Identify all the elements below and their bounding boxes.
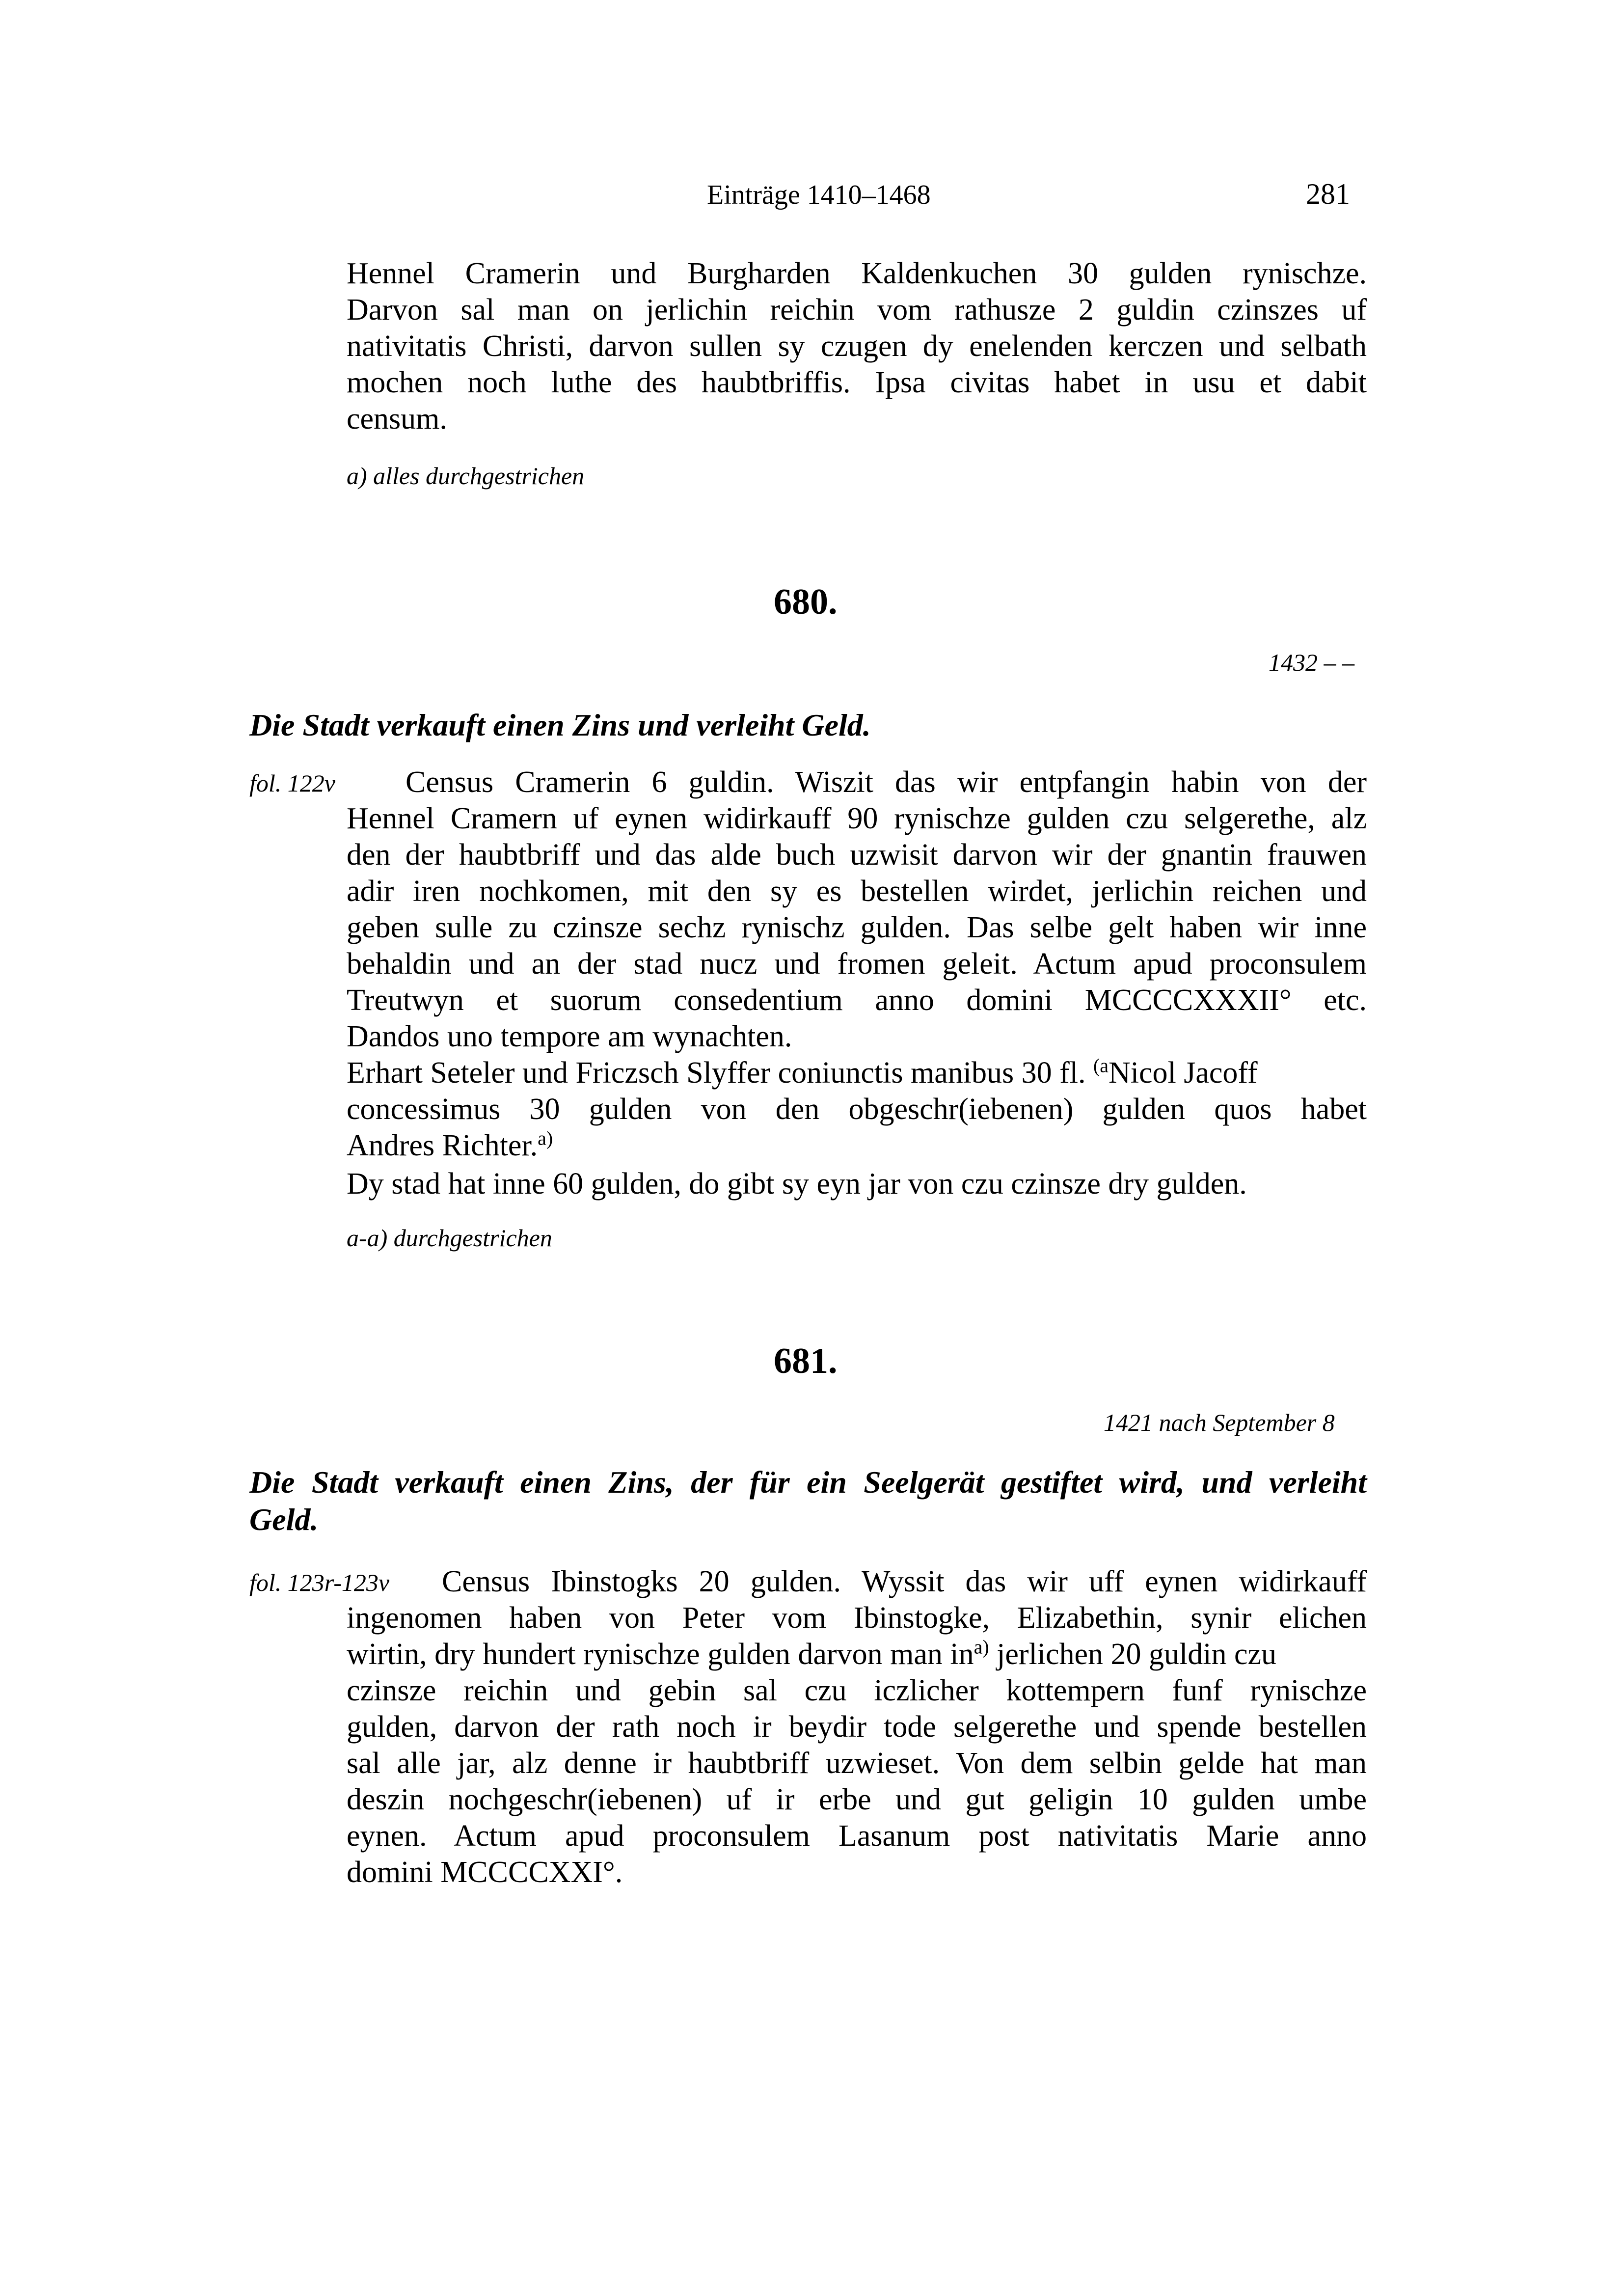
entry-line: Treutwyn et suorum consedentium anno domini MCCCCXXXII° etc. xyxy=(347,984,1367,1017)
entry-line: Census Ibinstogks 20 gulden. Wyssit das wir uff eynen widirkauff xyxy=(442,1565,1367,1598)
entry-date: 1432 – – xyxy=(1269,649,1354,676)
footnote-marker: a) xyxy=(538,1127,553,1149)
footnote-marker: (a xyxy=(1093,1054,1109,1077)
entry-title: Die Stadt verkauft einen Zins, der für ein Seelgerät gestiftet wird, und verleiht xyxy=(249,1465,1367,1500)
entry-line: gulden, darvon der rath noch ir beydir tode selgerethe und spende bestellen xyxy=(347,1710,1367,1744)
entry-line-text: jerlichen 20 guldin czu xyxy=(989,1638,1277,1671)
entry-footnote: a-a) durchgestrichen xyxy=(347,1224,552,1252)
intro-line: censum. xyxy=(347,402,447,436)
intro-line: Hennel Cramerin und Burgharden Kaldenkuchen 30 gulden rynischze. xyxy=(347,257,1367,290)
entry-line: concessimus 30 gulden von den obgeschr(iebenen) gulden quos habet xyxy=(347,1093,1367,1126)
entry-line xyxy=(347,1636,1276,1672)
entry-line: deszin nochgeschr(iebenen) uf ir erbe und gut geligin 10 gulden umbe xyxy=(347,1783,1367,1816)
entry-line: sal alle jar, alz denne ir haubtbriff uzwieset. Von dem selbin gelde hat man xyxy=(347,1747,1367,1780)
intro-line: Darvon sal man on jerlichin reichin vom rathusze 2 guldin czinszes uf xyxy=(347,293,1367,327)
entry-line-text: Andres Richter. xyxy=(347,1129,538,1162)
page-number: 281 xyxy=(1306,178,1350,210)
entry-number: 680. xyxy=(774,582,838,622)
footnote-marker: a) xyxy=(974,1636,989,1658)
entry-line-text: Nicol Jacoff xyxy=(1109,1056,1258,1090)
entry-line: Hennel Cramern uf eynen widirkauff 90 rynischze gulden czu selgerethe, alz xyxy=(347,802,1367,835)
entry-line-text: wirtin, dry hundert rynischze gulden darvon man in xyxy=(347,1638,974,1671)
intro-footnote: a) alles durchgestrichen xyxy=(347,462,585,490)
entry-line: behaldin und an der stad nucz und fromen geleit. Actum apud proconsulem xyxy=(347,947,1367,981)
entry-line: ingenomen haben von Peter vom Ibinstogke, Elizabethin, synir elichen xyxy=(347,1601,1367,1635)
entry-number: 681. xyxy=(774,1341,838,1381)
entry-date: 1421 nach September 8 xyxy=(1104,1409,1335,1436)
entry-line xyxy=(347,1127,553,1164)
entry-line: eynen. Actum apud proconsulem Lasanum post nativitatis Marie anno xyxy=(347,1819,1367,1853)
entry-line: Census Cramerin 6 guldin. Wiszit das wir entpfangin habin von der xyxy=(406,765,1367,799)
intro-line: mochen noch luthe des haubtbriffis. Ipsa civitas habet in usu et dabit xyxy=(347,366,1367,399)
entry-line: geben sulle zu czinsze sechz rynischz gulden. Das selbe gelt haben wir inne xyxy=(347,911,1367,944)
entry-title: Geld. xyxy=(249,1502,319,1537)
entry-title: Die Stadt verkauft einen Zins und verleiht Geld. xyxy=(249,708,871,742)
folio-reference: fol. 123r-123v xyxy=(249,1569,390,1596)
entry-line: Dy stad hat inne 60 gulden, do gibt sy eyn jar von czu czinsze dry gulden. xyxy=(347,1167,1247,1201)
entry-line: domini MCCCCXXI°. xyxy=(347,1856,623,1889)
running-title: Einträge 1410–1468 xyxy=(707,180,931,210)
entry-line: Dandos uno tempore am wynachten. xyxy=(347,1020,792,1053)
entry-line-text: Erhart Seteler und Friczsch Slyffer coniunctis manibus 30 fl. xyxy=(347,1056,1093,1090)
folio-reference: fol. 122v xyxy=(249,769,335,797)
entry-line: den der haubtbriff und das alde buch uzwisit darvon wir der gnantin frauwen xyxy=(347,838,1367,872)
entry-line xyxy=(347,1055,1258,1091)
entry-line: czinsze reichin und gebin sal czu iczlicher kottempern funf rynischze xyxy=(347,1674,1367,1707)
entry-line: adir iren nochkomen, mit den sy es bestellen wirdet, jerlichin reichen und xyxy=(347,875,1367,908)
intro-line: nativitatis Christi, darvon sullen sy czugen dy enelenden kerczen und selbath xyxy=(347,329,1367,363)
